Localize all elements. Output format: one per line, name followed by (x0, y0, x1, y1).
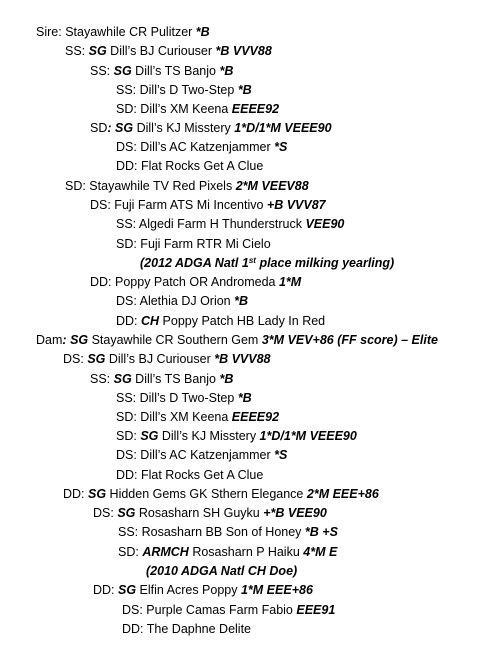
pedigree-text: DS: Purple Camas Farm Fabio (122, 603, 297, 617)
pedigree-text: SS: (90, 64, 114, 78)
pedigree-text: 1*M EEE+86 (240, 583, 313, 597)
pedigree-text: SS: (65, 44, 89, 58)
pedigree-text: SD: (116, 429, 141, 443)
pedigree-text: *B (219, 372, 234, 386)
pedigree-text: +*B VEE90 (263, 506, 327, 520)
pedigree-text: SS: Algedi Farm H Thunderstruck (116, 217, 306, 231)
pedigree-text: DS: Fuji Farm ATS Mi Incentivo (90, 198, 267, 212)
pedigree-text: 2*M EEE+86 (306, 487, 379, 501)
pedigree-text: SD: Stayawhile TV Red Pixels (65, 179, 236, 193)
pedigree-text: 1*M (278, 275, 302, 289)
pedigree-text: DD: Poppy Patch OR Andromeda (90, 275, 279, 289)
pedigree-line (116, 82, 252, 98)
pedigree-text: Dam (36, 333, 63, 347)
pedigree-text: Stayawhile CR Pulitzer (65, 25, 196, 39)
pedigree-line (116, 313, 325, 329)
pedigree-text: SD: Fuji Farm RTR Mi Cielo (116, 237, 271, 251)
pedigree-text: : (62, 333, 67, 347)
pedigree-line (90, 63, 233, 79)
pedigree-text: SG (140, 429, 159, 443)
pedigree-text: *B VVV88 (215, 44, 272, 58)
pedigree-text: *B (234, 294, 249, 308)
pedigree-line (122, 621, 251, 637)
pedigree-text: Dill’s KJ Misstery (133, 121, 235, 135)
pedigree-text: *B VVV88 (214, 352, 271, 366)
pedigree-line (116, 467, 263, 483)
pedigree-text: SD: (118, 545, 143, 559)
pedigree-line (116, 139, 287, 155)
pedigree-line (90, 371, 233, 387)
pedigree-text: SD: Dill’s XM Keena (116, 102, 232, 116)
pedigree-text: EEEE92 (231, 102, 280, 116)
pedigree-text: SG (87, 352, 106, 366)
pedigree-text: 1*D/1*M VEEE90 (234, 121, 332, 135)
pedigree-text: *B (219, 64, 234, 78)
pedigree-text: 4*M E (303, 545, 338, 559)
pedigree-line (140, 255, 394, 271)
pedigree-text: EEE91 (296, 603, 336, 617)
pedigree-line (116, 428, 357, 444)
pedigree-text: SS: Dill’s D Two-Step (116, 83, 238, 97)
pedigree-text: Dill’s BJ Curiouser (106, 44, 216, 58)
pedigree-text: *S (274, 140, 288, 154)
pedigree-text: +B VVV87 (266, 198, 326, 212)
pedigree-text: CH (141, 314, 160, 328)
pedigree-text: Dill’s TS Banjo (131, 372, 220, 386)
pedigree-text: SG (117, 506, 136, 520)
pedigree-line (90, 120, 332, 136)
pedigree-line (116, 216, 344, 232)
pedigree-text: *B (237, 83, 252, 97)
pedigree-line (90, 197, 326, 213)
pedigree-line (65, 43, 272, 59)
pedigree-text: *B +S (304, 525, 338, 539)
pedigree-line (65, 178, 309, 194)
pedigree-line (90, 274, 301, 290)
pedigree-line (36, 332, 438, 348)
pedigree-text: SG (115, 121, 134, 135)
pedigree-text: 3*M VEV+86 (FF score) – Elite (261, 333, 438, 347)
pedigree-text: SG (88, 44, 107, 58)
pedigree-text: VEE90 (305, 217, 345, 231)
pedigree-text: DS: Alethia DJ Orion (116, 294, 235, 308)
pedigree-line (63, 351, 270, 367)
pedigree-line (116, 293, 248, 309)
pedigree-text: SS: Dill’s D Two-Step (116, 391, 238, 405)
pedigree-text: place milking yearling) (255, 256, 395, 270)
pedigree-line (116, 158, 263, 174)
pedigree-line (116, 236, 271, 252)
pedigree-text: Stayawhile CR Southern Gem (88, 333, 262, 347)
pedigree-text: Hidden Gems GK Sthern Elegance (106, 487, 307, 501)
pedigree-text: DS: (93, 506, 118, 520)
pedigree-text: SG (70, 333, 89, 347)
pedigree-text: DD: (63, 487, 88, 501)
pedigree-text: ARMCH (142, 545, 189, 559)
pedigree-line (118, 524, 338, 540)
pedigree-text: SS: (90, 372, 114, 386)
pedigree-line (36, 24, 210, 40)
pedigree-line (116, 409, 279, 425)
pedigree-line (116, 101, 279, 117)
pedigree-text: DD: (116, 314, 141, 328)
pedigree-text: DS: Dill’s AC Katzenjammer (116, 140, 275, 154)
pedigree-text: Dill’s TS Banjo (131, 64, 220, 78)
pedigree-text: DD: Flat Rocks Get A Clue (116, 468, 264, 482)
pedigree-text: *S (274, 448, 288, 462)
pedigree-text: SG (88, 487, 107, 501)
pedigree-text: (2012 ADGA Natl 1 (140, 256, 249, 270)
pedigree-line (116, 447, 287, 463)
pedigree-text: : (107, 121, 112, 135)
pedigree-text: Rosasharn SH Guyku (135, 506, 264, 520)
pedigree-text: st (248, 256, 256, 265)
pedigree-text: Sire: (36, 25, 66, 39)
pedigree-text: Poppy Patch HB Lady In Red (159, 314, 326, 328)
pedigree-text: DD: The Daphne Delite (122, 622, 252, 636)
pedigree-text: Dill’s KJ Misstery (158, 429, 260, 443)
pedigree-text: SG (113, 64, 132, 78)
pedigree-text: SG (113, 372, 132, 386)
pedigree-text: (2010 ADGA Natl CH Doe) (146, 564, 298, 578)
pedigree-line (118, 544, 337, 560)
pedigree-text: DS: Dill’s AC Katzenjammer (116, 448, 275, 462)
pedigree-text: SG (118, 583, 137, 597)
pedigree-line (146, 563, 297, 579)
pedigree-text: *B (195, 25, 210, 39)
pedigree-text: SS: Rosasharn BB Son of Honey (118, 525, 305, 539)
pedigree-line (93, 582, 313, 598)
pedigree-text: DD: Flat Rocks Get A Clue (116, 159, 264, 173)
pedigree-text: 2*M VEEV88 (235, 179, 309, 193)
pedigree-text: EEEE92 (231, 410, 280, 424)
pedigree-line (122, 602, 335, 618)
pedigree-line (63, 486, 379, 502)
pedigree-line (116, 390, 252, 406)
pedigree-line (93, 505, 327, 521)
pedigree-text: 1*D/1*M VEEE90 (259, 429, 357, 443)
pedigree-text: Dill’s BJ Curiouser (105, 352, 215, 366)
pedigree-text: DS: (63, 352, 88, 366)
pedigree-text: *B (237, 391, 252, 405)
pedigree-text: SD (90, 121, 108, 135)
pedigree-text: Rosasharn P Haiku (188, 545, 304, 559)
pedigree-text: DD: (93, 583, 118, 597)
pedigree-text: Elfin Acres Poppy (136, 583, 241, 597)
pedigree-text: SD: Dill’s XM Keena (116, 410, 232, 424)
